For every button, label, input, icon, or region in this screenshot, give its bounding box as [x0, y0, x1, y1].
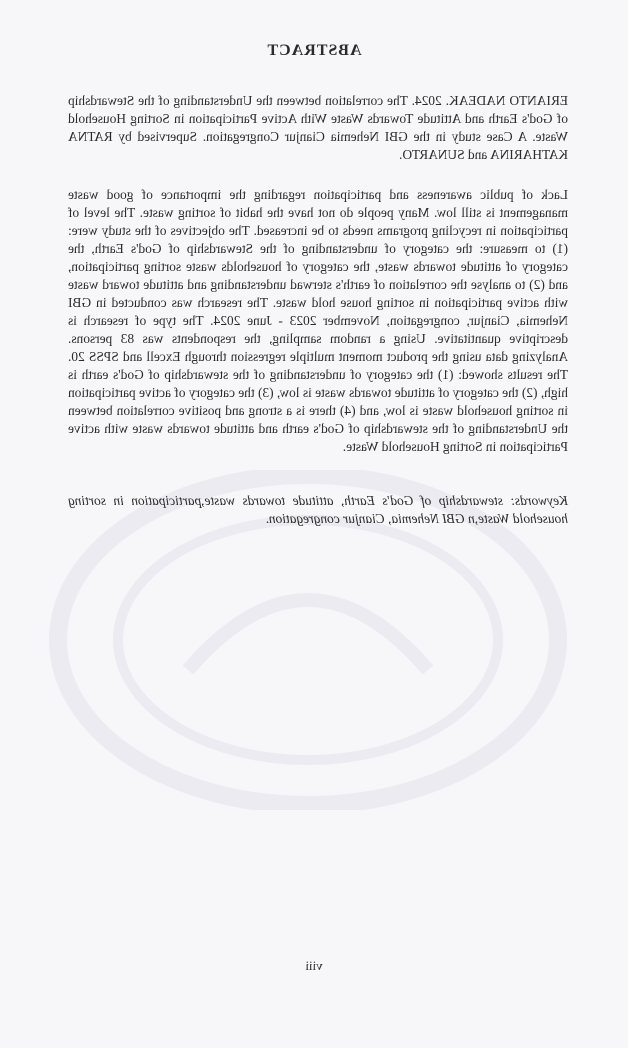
keywords-paragraph: [68, 492, 568, 528]
keywords-label: Keywords:: [510, 493, 568, 508]
keywords-text: stewardship of God's Earth, attitude towards waste,participation in sorting household Waste,n GBI Nehemia, Cianjur congregation.: [68, 493, 568, 526]
abstract-body-paragraph: Lack of public awareness and participation regarding the importance of good waste management is still low. Many people do not have the habit of sorting waste. The level of participation in recycling programs needs to be increased. The objectives of the study were: (1) to measure: the category of understanding of the Stewardship of God's Earth, the category of attitude towards waste, the category of households waste sorting participation, and (2) to analyse the correlation of earth's sterwad understanding and attitude toward waste with active participation in sorting house hold waste. The research was conducted in GBI Nehemia, Cianjur, congregation, November 2023 - June 2024. The type of research is descriptive quantitative. Using a random sampling, the respondents was 83 persons. Analyzing data using the product moment multiple regression through Excell and SPSS 20. The results showed: (1) the category of understanding of the stewardship of God's earth is high, (2) the category of attitude towards waste is low, (3) the category of active participation in sorting household waste is low, and (4) there is a strong and positive correlation between the Understanding of the stewardship of God's earth and attitude towards waste with active Participation in Sorting Household Waste.: [68, 187, 568, 454]
page-title: ABSTRACT: [266, 42, 362, 59]
page-number: viii: [305, 958, 323, 973]
citation-paragraph: ERIANTO NADEAK. 2024. The correlation between the Understanding of the Stewardship of God's Earth and Attitude Towards Waste With Active Participation in Sorting Household Waste. A Case study in the GBI Nehemia Cianjur Congregation. Supervised by RATNA KATHARINA and SUNARTO.: [68, 93, 568, 162]
